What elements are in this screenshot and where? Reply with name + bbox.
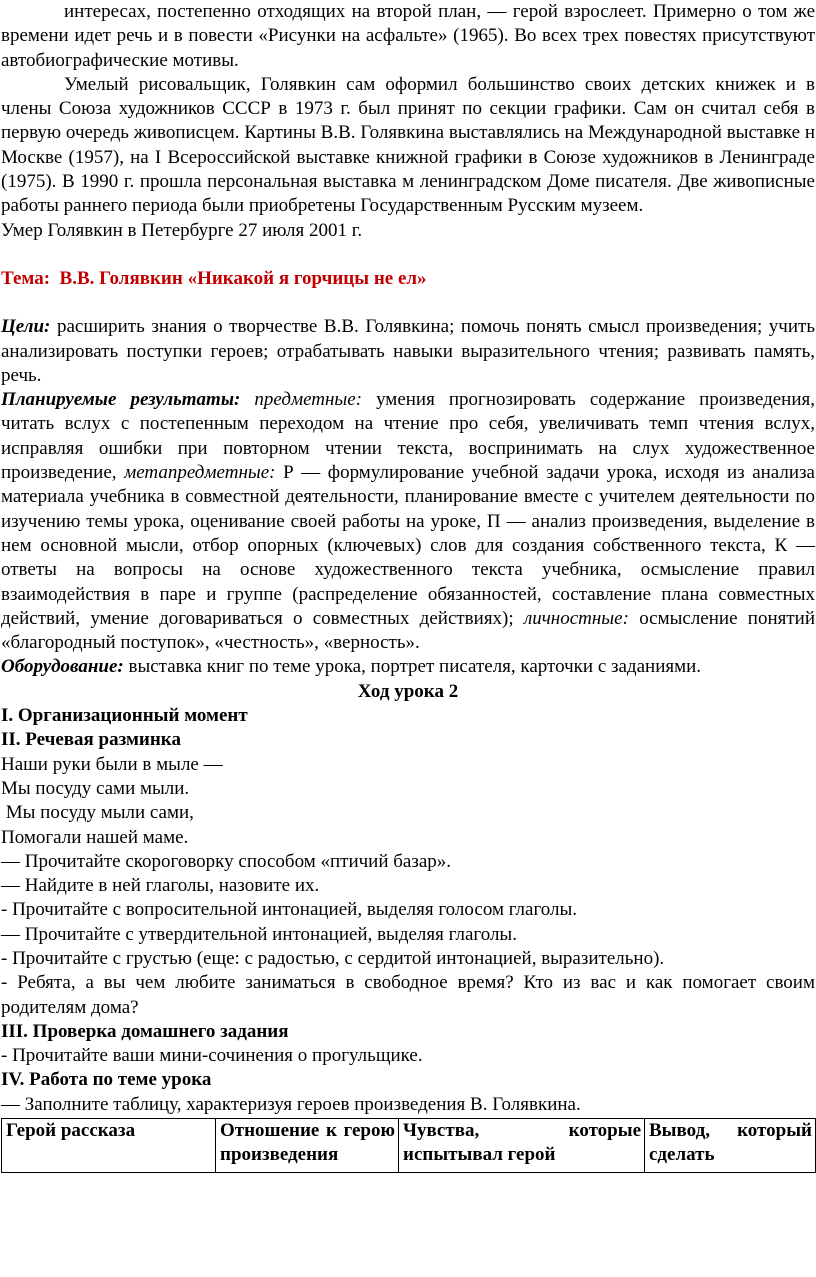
task-line: — Прочитайте скороговорку способом «птичий базар». [1, 850, 452, 872]
equipment-label: Оборудование: [1, 656, 124, 678]
poem-line: Помогали нашей маме. [1, 826, 189, 848]
lesson-title: Ход урока 2 [357, 680, 459, 702]
task-line: - Прочитайте с вопросительной интонацией, выделяя голосом глаголы. [1, 899, 578, 921]
lesson-topic: Тема: В.В. Голявкин «Никакой я горчицы не ел» [1, 267, 427, 289]
equipment-paragraph [1, 655, 815, 679]
bio-paragraph-3: Умер Голявкин в Петербурге 27 июля 2001 г. [1, 219, 363, 241]
section-heading-3: III. Проверка домашнего задания [1, 1020, 289, 1042]
task-line: - Ребята, а вы чем любите заниматься в свободное время? Кто из вас и как помогает своим родителям дома? [1, 972, 815, 1018]
spacer [1, 243, 815, 267]
table-header-cell: Вывод, который сделать [645, 1119, 816, 1173]
results-label: Планируемые результаты: [1, 389, 241, 411]
table-header-cell: Герой рассказа [2, 1119, 216, 1173]
bio-paragraph-2: Умелый рисовальщик, Голявкин сам оформил большинство своих детских книжек и в члены Союза художников СССР в 1973 г. был принят по секции графики. Сам он считал себя в первую очередь живописцем. Картины В.В. Голявкина выставлялись на Международной выставке н Москве (1957), на I Всероссийской выставке книжной графики в Союзе художников в Ленинграде (1975). В 1990 г. прошла персональная выставка м ленинградском Доме писателя. Две живописные работы раннего периода были приобретены Государственным Русским музеем. [1, 73, 815, 217]
task-line: - Прочитайте ваши мини-сочинения о прогульщике. [1, 1045, 423, 1067]
poem-line: Мы посуду сами мыли. [1, 777, 190, 799]
task-line: — Заполните таблицу, характеризуя героев произведения В. Голявкина. [1, 1093, 581, 1115]
poem-line: Мы посуду мыли сами, [1, 802, 194, 824]
table-header-cell: Отношение к герою произведения [216, 1119, 399, 1173]
personal-results-text: осмысление понятий «благородный поступок», «честность», «верность». [1, 607, 815, 654]
goals-label: Цели: [1, 316, 51, 338]
section-heading-1: I. Организационный момент [1, 705, 248, 727]
subject-results-label: предметные: [254, 389, 363, 411]
results-paragraph [1, 388, 815, 655]
heroes-table [1, 1118, 816, 1173]
task-line: — Найдите в ней глаголы, назовите их. [1, 875, 320, 897]
subject-results-text: умения прогнозировать содержание произведения, читать вслух с постепенным переходом на чтение про себя, увеличивать темп чтения вслух, исправляя ошибки при повторном чтении текста, воспринимать на слух художественное произведение, [1, 389, 815, 484]
bio-paragraph-1: интересах, постепенно отходящих на второй план, — герой взрослеет. Примерно о том же времени идет речь и в повести «Рисунки на асфальте» (1965). Во всех трех повестях присутствуют автобиографические мотивы. [1, 1, 815, 71]
personal-results-label: личностные: [523, 607, 629, 629]
section-heading-2: II. Речевая разминка [1, 729, 181, 751]
meta-results-label: метапредметные: [124, 462, 276, 484]
task-line: - Прочитайте с грустью (еще: с радостью, с сердитой интонацией, выразительно). [1, 947, 665, 969]
spacer [1, 291, 815, 315]
goals-paragraph [1, 315, 815, 388]
meta-results-text: Р — формулирование учебной задачи урока, исходя из анализа материала учебника в совместной деятельности, планирование вместе с учителем деятельности по изучению темы урока, оценивание своей работы на уроке, П — анализ произведения, выделение в нем основной мысли, отбор опорных (ключевых) слов для создания собственного текста, К — ответы на вопросы на основе художественного текста учебника, осмысление правил взаимодействия в паре и группе (распределение обязанностей, составление плана совместных действий, умение договариваться о совместных действиях); [1, 462, 815, 629]
equipment-text: выставка книг по теме урока, портрет писателя, карточки с заданиями. [123, 656, 702, 678]
table-header-cell: Чувства, которые испытывал герой [399, 1119, 645, 1173]
section-heading-4: IV. Работа по теме урока [1, 1069, 212, 1091]
table-header-row [2, 1119, 816, 1173]
poem-line: Наши руки были в мыле — [1, 753, 223, 775]
goals-text: расширить знания о творчестве В.В. Голявкина; помочь понять смысл произведения; учить анализировать поступки героев; отрабатывать навыки выразительного чтения; развивать память, речь. [1, 316, 815, 386]
task-line: — Прочитайте с утвердительной интонацией, выделяя глаголы. [1, 923, 517, 945]
